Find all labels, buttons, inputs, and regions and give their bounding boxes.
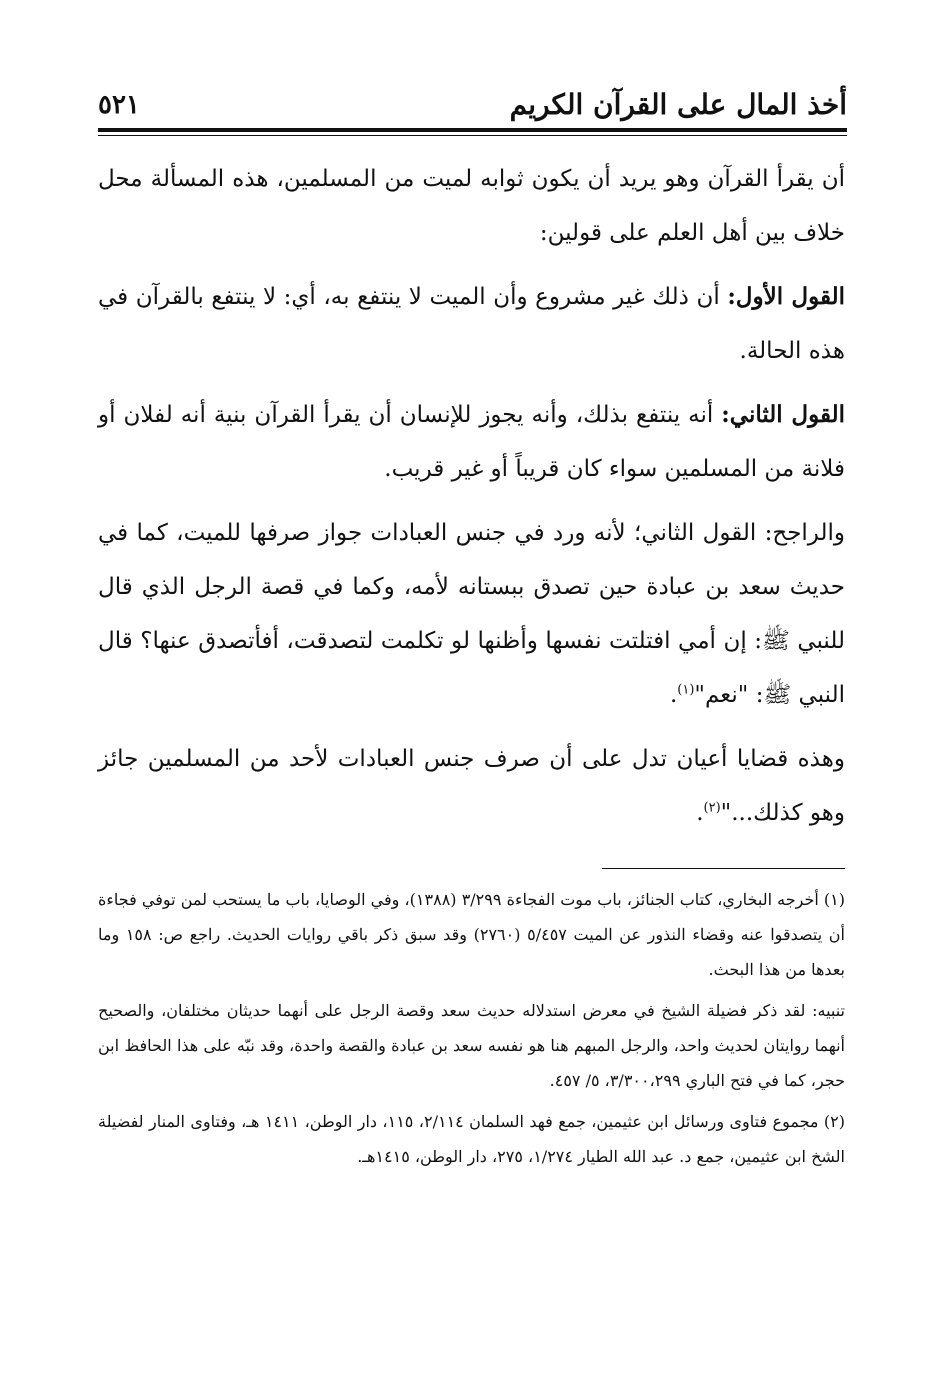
footnote-ref-1: (١) [677,682,695,698]
paragraph-preferred [98,506,845,722]
main-text [98,152,845,850]
paragraph-conclusion [98,732,845,840]
footnotes [98,882,845,1180]
conclusion-end: . [696,800,704,826]
header-title: أخذ المال على القرآن الكريم [509,88,847,121]
header-rule-thick [98,128,847,132]
footnote-1: (١) أخرجه البخاري، كتاب الجنائز، باب موت الفجاءة ٣/٢٩٩ (١٣٨٨)، وفي الوصايا، باب ما يستحب لمن توفي فجاءة أن يتصدقوا عنه وقضاء النذور عن الميت ٥/٤٥٧ (٢٧٦٠) وقد سبق ذكر باقي روايات الحديث. راجع ص: ١٥٨ وما بعدها من هذا البحث. [98,890,845,979]
header-rule-thin [98,135,847,136]
second-opinion-label: القول الثاني: [721,401,845,428]
paragraph-intro-text: أن يقرأ القرآن وهو يريد أن يكون ثوابه لميت من المسلمين، هذه المسألة محل خلاف بين أهل العلم على قولين: [98,166,845,246]
running-header [98,84,847,126]
conclusion-text: وهذه قضايا أعيان تدل على أن صرف جنس العبادات لأحد من المسلمين جائز وهو كذلك..." [98,746,845,826]
paragraph-second-opinion [98,388,845,496]
paragraph-first-opinion [98,270,845,378]
footnote-ref-2: (٢) [703,800,721,816]
first-opinion-text: أن ذلك غير مشروع وأن الميت لا ينتفع به، أي: لا ينتفع بالقرآن في هذه الحالة. [98,284,845,364]
second-opinion-text: أنه ينتفع بذلك، وأنه يجوز للإنسان أن يقرأ القرآن بنية أنه لفلان أو فلانة من المسلمين سواء كان قريباً أو غير قريب. [98,402,845,482]
footnote-1-note: تنبيه: لقد ذكر فضيلة الشيخ في معرض استدلاله حديث سعد وقصة الرجل على أنهما حديثان مختلفان، والصحيح أنهما روايتان لحديث واحد، والرجل المبهم هنا هو نفسه سعد بن عبادة والقصة واحدة، وقد نبّه على هذا الحافظ ابن حجر، كما في فتح الباري ٣/٣٠٠،٢٩٩، ٥/ ٤٥٧. [98,1001,845,1090]
paragraph-intro [98,152,845,260]
footnote-2: (٢) مجموع فتاوى ورسائل ابن عثيمين، جمع فهد السلمان ٢/١١٤، ١١٥، دار الوطن، ١٤١١ هـ، وفتاوى المنار لفضيلة الشخ ابن عثيمين، جمع د. عبد الله الطيار ١/٢٧٤، ٢٧٥، دار الوطن، ١٤١٥هـ. [98,1112,846,1166]
preferred-end: . [669,682,678,708]
first-opinion-label: القول الأول: [727,283,846,310]
footnote-separator [602,868,845,869]
page-number: ٥٢١ [98,90,140,120]
preferred-text: والراجح: القول الثاني؛ لأنه ورد في جنس العبادات جواز صرفها للميت، كما في حديث سعد بن عبادة حين تصدق ببستانه لأمه، وكما في قصة الرجل الذي قال للنبي ﷺ: إن أمي افتلتت نفسها وأظنها لو تكلمت لتصدقت، أفأتصدق عنها؟ قال النبي ﷺ: "نعم" [98,520,845,708]
